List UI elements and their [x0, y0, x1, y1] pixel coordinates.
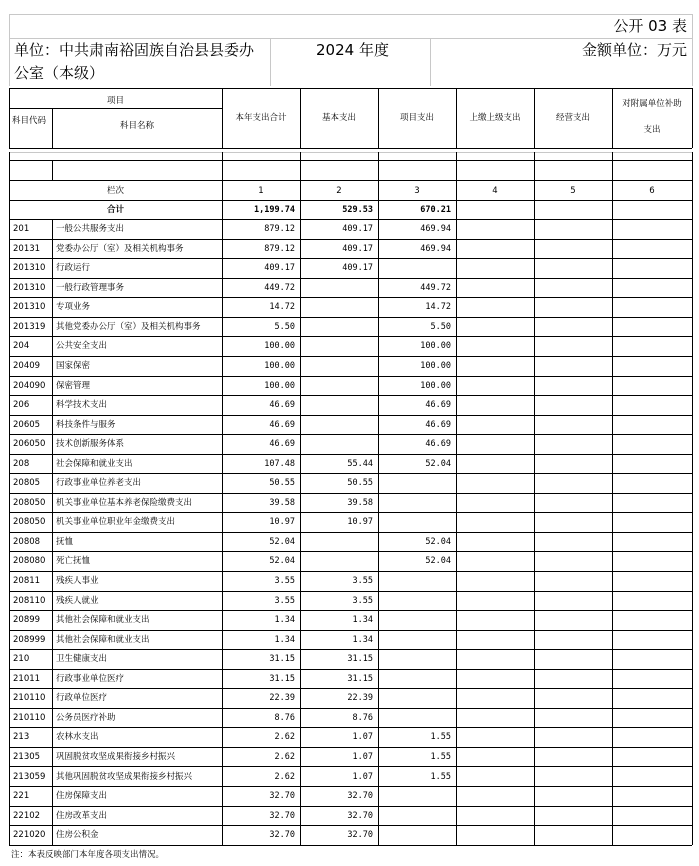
- total-basic: 529.53: [342, 204, 373, 215]
- row-basic: 31.15: [347, 673, 373, 684]
- row-code: 21305: [13, 751, 41, 762]
- row-project: 46.69: [425, 439, 451, 450]
- grid-line: [534, 152, 535, 180]
- row-total: 2.62: [274, 732, 295, 743]
- row-project: 1.55: [430, 771, 451, 782]
- row-total: 8.76: [274, 712, 295, 723]
- row-name: 机关事业单位职业年金缴费支出: [56, 517, 176, 528]
- row-basic: 1.34: [352, 615, 373, 626]
- grid-line: [300, 180, 301, 845]
- row-code: 20131: [13, 243, 41, 254]
- column-number-label: 栏次: [106, 186, 124, 196]
- row-code: 20808: [13, 536, 41, 547]
- grid-line: [9, 571, 692, 572]
- row-total: 5.50: [274, 321, 295, 332]
- row-project: 469.94: [420, 224, 451, 235]
- row-total: 46.69: [269, 400, 295, 411]
- grid-line: [456, 180, 457, 845]
- grid-line: [456, 152, 457, 180]
- grid-line: [9, 825, 692, 826]
- row-code: 20811: [13, 576, 41, 586]
- grid-line: [692, 88, 693, 148]
- row-basic: 8.76: [352, 712, 373, 723]
- grid-line: [9, 376, 692, 377]
- row-code: 208110: [13, 595, 46, 606]
- row-basic: 32.70: [347, 791, 373, 802]
- row-total: 50.55: [269, 478, 295, 489]
- grid-line: [9, 551, 692, 552]
- grid-line: [9, 532, 692, 533]
- grid-line: [9, 845, 692, 846]
- row-name: 死亡抚恤: [56, 556, 91, 567]
- row-code: 204090: [13, 380, 46, 391]
- row-name: 科学技术支出: [56, 400, 108, 411]
- grid-line: [9, 766, 692, 767]
- grid-line: [9, 239, 692, 240]
- row-code: 210: [13, 654, 30, 665]
- grid-line: [612, 152, 613, 180]
- row-name: 住房改革支出: [56, 810, 108, 821]
- row-project: 46.69: [425, 400, 451, 411]
- row-code: 204: [13, 341, 30, 352]
- row-name: 住房保障支出: [56, 791, 108, 802]
- grid-line: [9, 336, 692, 337]
- grid-line: [9, 434, 692, 435]
- row-code: 221: [13, 791, 30, 802]
- grid-line: [612, 88, 613, 148]
- row-total: 52.04: [269, 536, 295, 547]
- row-basic: 31.15: [347, 654, 373, 665]
- grid-line: [9, 493, 692, 494]
- grid-line: [534, 180, 535, 845]
- row-name: 社会保障和就业支出: [56, 458, 133, 469]
- row-code: 201: [13, 224, 30, 235]
- col-header-upper: 上缴上级支出: [469, 113, 521, 123]
- row-basic: 32.70: [347, 810, 373, 821]
- row-name: 巩固脱贫攻坚成果衔接乡村振兴: [56, 751, 176, 762]
- row-basic: 1.07: [352, 751, 373, 762]
- column-number-c1: 1: [258, 186, 264, 196]
- unit-name-line1: 单位：中共肃南裕固族自治县县委办: [14, 41, 255, 59]
- grid-line: [9, 395, 692, 396]
- grid-line: [9, 591, 692, 592]
- row-total: 100.00: [264, 341, 295, 352]
- row-project: 5.50: [430, 321, 451, 332]
- row-basic: 10.97: [347, 517, 373, 528]
- column-number-c4: 4: [492, 186, 498, 196]
- row-total: 14.72: [269, 302, 295, 313]
- row-name: 住房公积金: [56, 830, 99, 841]
- table-note: 注：本表反映部门本年度各项支出情况。: [11, 850, 165, 860]
- grid-line: [9, 219, 692, 220]
- row-project: 46.69: [425, 419, 451, 430]
- grid-line: [9, 152, 10, 180]
- row-project: 14.72: [425, 302, 451, 313]
- row-name: 国家保密: [56, 360, 91, 371]
- row-total: 879.12: [264, 224, 295, 235]
- row-total: 1.34: [274, 615, 295, 626]
- row-basic: 3.55: [352, 595, 373, 606]
- row-total: 32.70: [269, 791, 295, 802]
- row-project: 100.00: [420, 360, 451, 371]
- row-code: 20899: [13, 615, 41, 626]
- row-project: 449.72: [420, 282, 451, 293]
- row-code: 201319: [13, 321, 46, 332]
- row-project: 52.04: [425, 556, 451, 567]
- grid-line: [9, 727, 692, 728]
- row-total: 46.69: [269, 439, 295, 450]
- row-total: 409.17: [264, 263, 295, 274]
- grid-line: [9, 108, 222, 109]
- amount-unit: 金额单位：万元: [581, 41, 687, 59]
- grid-line: [9, 708, 692, 709]
- row-total: 449.72: [264, 282, 295, 293]
- row-code: 206050: [13, 439, 46, 450]
- row-total: 39.58: [269, 497, 295, 508]
- row-basic: 1.07: [352, 771, 373, 782]
- grid-line: [9, 669, 692, 670]
- grid-line: [9, 200, 692, 201]
- column-number-c6: 6: [649, 186, 655, 196]
- row-basic: 1.07: [352, 732, 373, 743]
- grid-line: [378, 180, 379, 845]
- row-project: 52.04: [425, 458, 451, 469]
- row-code: 208999: [13, 634, 46, 645]
- row-code: 208050: [13, 517, 46, 528]
- row-name: 残疾人事业: [56, 576, 99, 586]
- row-name: 其他党委办公厅（室）及相关机构事务: [56, 321, 201, 332]
- grid-line: [9, 786, 692, 787]
- row-code: 20605: [13, 419, 41, 430]
- row-name: 残疾人就业: [56, 595, 99, 606]
- row-basic: 1.34: [352, 634, 373, 645]
- row-basic: 3.55: [352, 576, 373, 586]
- row-total: 46.69: [269, 419, 295, 430]
- row-code: 22102: [13, 810, 41, 821]
- row-total: 3.55: [274, 595, 295, 606]
- grid-line: [9, 14, 10, 86]
- grid-line: [9, 148, 692, 149]
- row-total: 107.48: [264, 458, 295, 469]
- row-code: 221020: [13, 830, 46, 841]
- table-number: 公开 03 表: [613, 17, 687, 35]
- row-basic: 22.39: [347, 693, 373, 704]
- row-project: 1.55: [430, 751, 451, 762]
- row-code: 210110: [13, 712, 46, 723]
- row-code: 206: [13, 400, 30, 411]
- grid-line: [9, 649, 692, 650]
- row-project: 100.00: [420, 341, 451, 352]
- row-name: 机关事业单位基本养老保险缴费支出: [56, 497, 193, 508]
- grid-line: [9, 512, 692, 513]
- col-header-basic: 基本支出: [321, 113, 356, 123]
- grid-line: [9, 160, 692, 161]
- row-total: 31.15: [269, 654, 295, 665]
- row-name: 其他社会保障和就业支出: [56, 615, 150, 626]
- row-name: 抚恤: [56, 536, 74, 547]
- grid-line: [9, 278, 692, 279]
- row-name: 行政单位医疗: [56, 693, 108, 704]
- row-code: 20805: [13, 478, 41, 489]
- grid-line: [9, 806, 692, 807]
- row-name: 党委办公厅（室）及相关机构事务: [56, 243, 184, 254]
- row-name: 专项业务: [56, 302, 91, 313]
- grid-line: [430, 38, 431, 86]
- row-basic: 50.55: [347, 478, 373, 489]
- grid-line: [9, 747, 692, 748]
- grid-line: [300, 152, 301, 180]
- col-header-code: 科目代码: [12, 116, 47, 126]
- row-code: 21011: [13, 673, 41, 684]
- grid-line: [9, 152, 692, 153]
- row-name: 行政运行: [56, 263, 91, 274]
- col-header-project: 项目支出: [399, 113, 434, 123]
- grid-line: [9, 610, 692, 611]
- total-total: 1,199.74: [254, 204, 295, 215]
- row-project: 100.00: [420, 380, 451, 391]
- grid-line: [9, 258, 692, 259]
- row-name: 卫生健康支出: [56, 654, 108, 665]
- grid-line: [9, 180, 10, 845]
- grid-line: [222, 180, 223, 845]
- row-code: 20409: [13, 360, 41, 371]
- col-header-subsidy-b: 支出: [643, 125, 661, 135]
- col-header-business: 经营支出: [555, 113, 590, 123]
- col-header-subsidy-a: 对附属单位补助: [622, 99, 682, 109]
- col-header-total: 本年支出合计: [235, 113, 287, 123]
- column-number-c5: 5: [570, 186, 576, 196]
- row-name: 公务员医疗补助: [56, 712, 116, 723]
- row-basic: 409.17: [342, 263, 373, 274]
- grid-line: [9, 415, 692, 416]
- row-total: 3.55: [274, 576, 295, 586]
- row-total: 32.70: [269, 830, 295, 841]
- report-year: 2024 年度: [316, 41, 389, 59]
- row-basic: 409.17: [342, 243, 373, 254]
- grid-line: [9, 356, 692, 357]
- unit-name-line2: 公室（本级）: [14, 64, 105, 82]
- row-code: 213059: [13, 771, 46, 782]
- row-code: 208050: [13, 497, 46, 508]
- row-total: 100.00: [264, 360, 295, 371]
- grid-line: [612, 180, 613, 845]
- grid-line: [9, 14, 692, 15]
- grid-line: [9, 473, 692, 474]
- row-project: 52.04: [425, 536, 451, 547]
- row-total: 100.00: [264, 380, 295, 391]
- row-name: 农林水支出: [56, 732, 99, 743]
- grid-line: [9, 630, 692, 631]
- row-basic: 32.70: [347, 830, 373, 841]
- grid-line: [692, 152, 693, 180]
- total-label: 合计: [106, 204, 124, 215]
- row-project: 469.94: [420, 243, 451, 254]
- grid-line: [692, 180, 693, 845]
- column-number-c2: 2: [336, 186, 342, 196]
- grid-line: [9, 180, 692, 181]
- grid-line: [692, 14, 693, 86]
- row-total: 52.04: [269, 556, 295, 567]
- row-total: 31.15: [269, 673, 295, 684]
- grid-line: [52, 219, 53, 845]
- row-name: 保密管理: [56, 380, 91, 391]
- total-project: 670.21: [420, 204, 451, 215]
- grid-line: [222, 152, 223, 180]
- grid-line: [9, 38, 692, 39]
- row-name: 一般行政管理事务: [56, 282, 125, 293]
- col-header-name: 科目名称: [119, 121, 154, 131]
- row-total: 1.34: [274, 634, 295, 645]
- row-code: 201310: [13, 263, 46, 274]
- row-name: 行政事业单位医疗: [56, 673, 125, 684]
- row-name: 其他社会保障和就业支出: [56, 634, 150, 645]
- row-project: 1.55: [430, 732, 451, 743]
- row-basic: 39.58: [347, 497, 373, 508]
- grid-line: [9, 688, 692, 689]
- row-name: 科技条件与服务: [56, 419, 116, 430]
- row-code: 213: [13, 732, 30, 743]
- grid-line: [270, 38, 271, 86]
- grid-line: [9, 297, 692, 298]
- column-number-c3: 3: [414, 186, 420, 196]
- col-header-project: 项目: [106, 96, 124, 106]
- row-total: 2.62: [274, 771, 295, 782]
- row-name: 一般公共服务支出: [56, 224, 125, 235]
- grid-line: [378, 152, 379, 180]
- row-name: 公共安全支出: [56, 341, 108, 352]
- row-total: 2.62: [274, 751, 295, 762]
- grid-line: [9, 454, 692, 455]
- row-total: 879.12: [264, 243, 295, 254]
- grid-line: [9, 88, 692, 89]
- row-code: 208: [13, 458, 30, 469]
- grid-line: [52, 160, 53, 180]
- row-code: 208080: [13, 556, 46, 567]
- row-code: 201310: [13, 282, 46, 293]
- row-code: 201310: [13, 302, 46, 313]
- row-name: 行政事业单位养老支出: [56, 478, 142, 489]
- row-name: 技术创新服务体系: [56, 439, 125, 450]
- row-name: 其他巩固脱贫攻坚成果衔接乡村振兴: [56, 771, 193, 782]
- grid-line: [9, 317, 692, 318]
- row-total: 32.70: [269, 810, 295, 821]
- row-total: 22.39: [269, 693, 295, 704]
- row-total: 10.97: [269, 517, 295, 528]
- row-code: 210110: [13, 693, 46, 704]
- row-basic: 55.44: [347, 458, 373, 469]
- row-basic: 409.17: [342, 224, 373, 235]
